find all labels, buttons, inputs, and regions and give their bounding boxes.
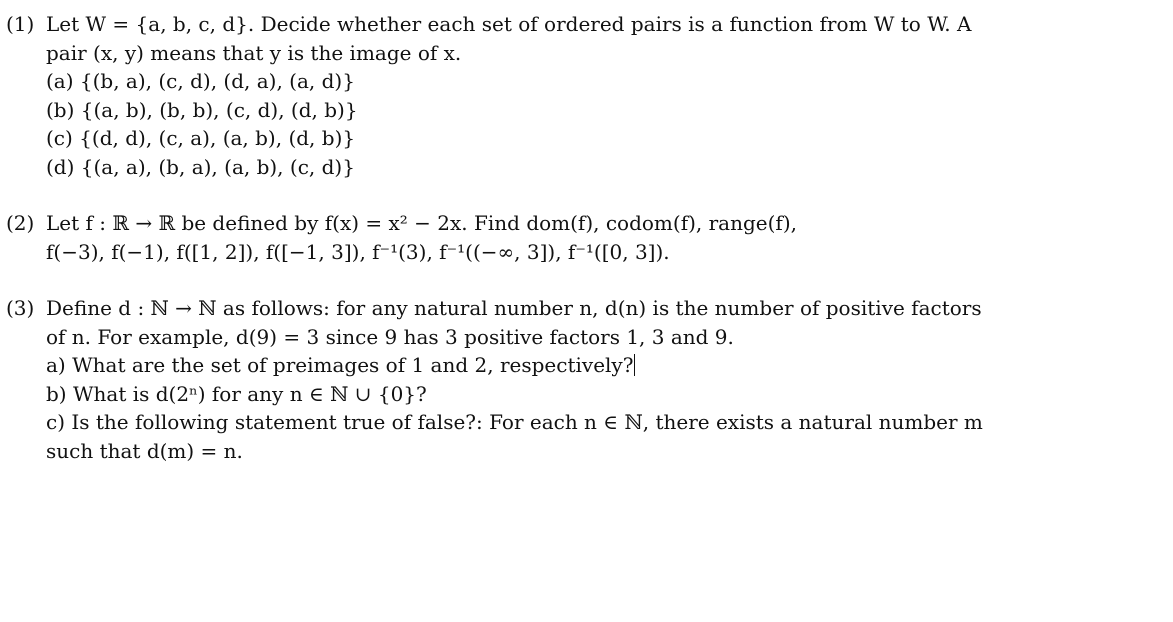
problem-option-c: (c) {(d, d), (c, a), (a, b), (d, b)}	[46, 126, 356, 150]
problem-option-a: (a) {(b, a), (c, d), (d, a), (a, d)}	[46, 69, 355, 93]
problem-line: pair (x, y) means that y is the image of x.	[46, 40, 462, 65]
problem-part-a	[46, 351, 1166, 380]
problem-text	[46, 209, 1166, 266]
problem-option-b: (b) {(a, b), (b, b), (c, d), (d, b)}	[46, 97, 358, 122]
problem-number: (3)	[6, 296, 35, 320]
problem-line: f(−3), f(−1), f([1, 2]), f([−1, 3]), f⁻¹(3), f⁻¹((−∞, 3]), f⁻¹([0, 3]).	[46, 239, 670, 264]
problem-2	[6, 209, 1166, 266]
problem-number: (1)	[6, 12, 35, 36]
problem-part-a-text: a) What are the set of preimages of 1 and 2, respectively?	[46, 353, 634, 377]
problem-option-d: (d) {(a, a), (b, a), (a, b), (c, d)}	[46, 154, 355, 179]
problem-line: such that d(m) = n.	[46, 438, 243, 463]
problem-line: Define d : ℕ → ℕ as follows: for any natural number n, d(n) is the number of positive factors	[46, 296, 982, 320]
problem-line: Let f : ℝ → ℝ be defined by f(x) = x² − 2x. Find dom(f), codom(f), range(f),	[46, 211, 797, 235]
problem-3	[6, 294, 1166, 465]
text-cursor	[634, 354, 635, 376]
problem-part-b: b) What is d(2ⁿ) for any n ∈ ℕ ∪ {0}?	[46, 381, 427, 406]
problem-1	[6, 10, 1166, 181]
problem-line: of n. For example, d(9) = 3 since 9 has 3 positive factors 1, 3 and 9.	[46, 324, 734, 349]
problem-part-c: c) Is the following statement true of false?: For each n ∈ ℕ, there exists a natural number m	[46, 410, 983, 434]
problem-text	[46, 294, 1166, 465]
problem-line: Let W = {a, b, c, d}. Decide whether each set of ordered pairs is a function from W to W. A	[46, 12, 972, 36]
problem-number: (2)	[6, 211, 35, 235]
problem-text	[46, 10, 1166, 181]
